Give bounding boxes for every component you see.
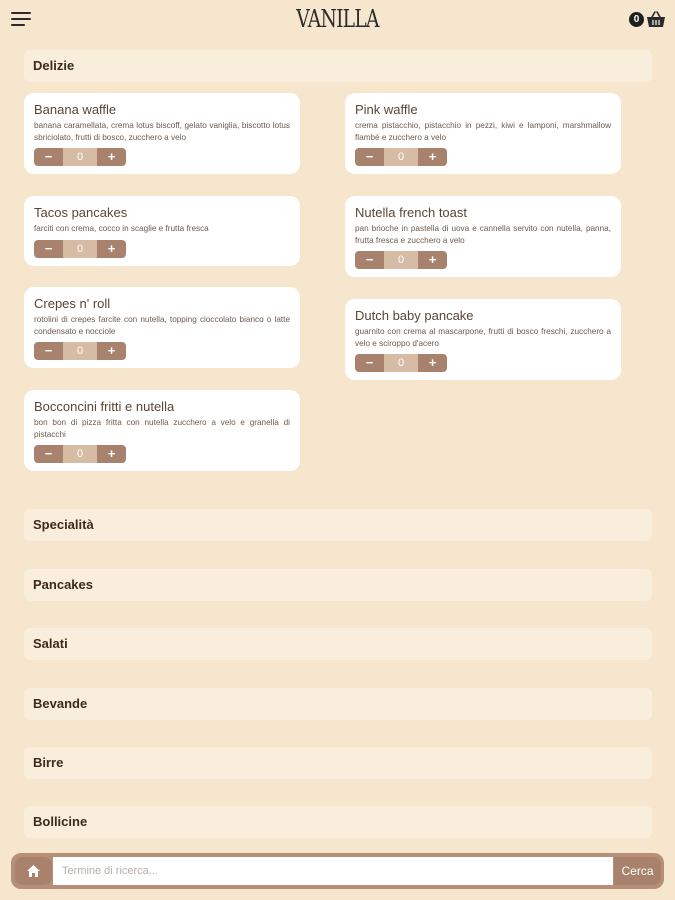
cart-count-badge: 0 (629, 12, 644, 27)
menu-item-card[interactable] (345, 93, 621, 174)
search-input[interactable] (53, 857, 613, 885)
quantity-value: 0 (63, 342, 97, 360)
menu-item-card[interactable] (24, 390, 300, 471)
quantity-value: 0 (384, 354, 418, 372)
section-pancakes[interactable]: Pancakes (24, 569, 652, 601)
quantity-stepper (34, 240, 126, 258)
quantity-value: 0 (384, 148, 418, 166)
decrement-button[interactable]: − (34, 342, 63, 360)
increment-button[interactable]: + (418, 148, 447, 166)
item-name: Tacos pancakes (34, 205, 128, 220)
item-description: guarnito con crema al mascarpone, frutti di bosco freschi, zucchero a velo e sciroppo d'acero (355, 327, 611, 348)
quantity-value: 0 (63, 148, 97, 166)
section-bollicine[interactable]: Bollicine (24, 806, 652, 838)
quantity-stepper (355, 148, 447, 166)
decrement-button[interactable]: − (34, 148, 63, 166)
item-name: Dutch baby pancake (355, 308, 474, 323)
quantity-value: 0 (384, 251, 418, 269)
home-button[interactable] (15, 857, 52, 885)
quantity-value: 0 (63, 445, 97, 463)
quantity-value: 0 (63, 240, 97, 258)
quantity-stepper (355, 251, 447, 269)
increment-button[interactable]: + (97, 342, 126, 360)
decrement-button[interactable]: − (34, 445, 63, 463)
decrement-button[interactable]: − (355, 148, 384, 166)
increment-button[interactable]: + (97, 240, 126, 258)
basket-icon (646, 10, 666, 28)
section-bevande[interactable]: Bevande (24, 688, 652, 720)
item-name: Bocconcini fritti e nutella (34, 399, 175, 414)
item-name: Nutella french toast (355, 205, 468, 220)
item-description: bon bon di pizza fritta con nutella zucchero a velo e granella di pistacchi (34, 418, 290, 439)
increment-button[interactable]: + (418, 354, 447, 372)
menu-item-card[interactable] (24, 93, 300, 174)
item-description: farciti con crema, cocco in scaglie e frutta fresca (34, 224, 209, 233)
menu-icon[interactable] (11, 12, 31, 28)
section-specialita[interactable]: Specialità (24, 509, 652, 541)
menu-item-card[interactable] (24, 287, 300, 368)
cart-button[interactable] (629, 10, 667, 30)
item-name: Banana waffle (34, 102, 117, 117)
increment-button[interactable]: + (97, 445, 126, 463)
search-bar (11, 853, 664, 889)
quantity-stepper (34, 148, 126, 166)
increment-button[interactable]: + (97, 148, 126, 166)
item-name: Crepes n' roll (34, 296, 111, 311)
section-birre[interactable]: Birre (24, 747, 652, 779)
item-description: crema pistacchio, pistacchio in pezzi, kiwi e lamponi, marshmallow flambé e zucchero a velo (355, 121, 611, 142)
decrement-button[interactable]: − (34, 240, 63, 258)
top-bar (0, 0, 675, 42)
decrement-button[interactable]: − (355, 354, 384, 372)
section-salati[interactable]: Salati (24, 628, 652, 660)
quantity-stepper (355, 354, 447, 372)
increment-button[interactable]: + (418, 251, 447, 269)
section-delizie[interactable]: Delizie (24, 50, 652, 82)
item-description: rotolini di crepes farcite con nutella, topping cioccolato bianco o latte condensato e nocciole (34, 315, 290, 336)
item-description: pan brioche in pastella di uova e cannella servito con nutella, panna, frutta fresca e zucchero a velo (355, 224, 611, 245)
home-icon (26, 864, 41, 878)
quantity-stepper (34, 445, 126, 463)
quantity-stepper (34, 342, 126, 360)
item-name: Pink waffle (355, 102, 418, 117)
item-description: banana caramellata, crema lotus biscoff, gelato vaniglia, biscotto lotus sbriciolato, frutti di bosco, zucchero a velo (34, 121, 290, 142)
brand-logo[interactable]: VANILLA (296, 5, 379, 33)
menu-item-card[interactable] (24, 196, 300, 266)
search-button[interactable]: Cerca (614, 857, 661, 885)
menu-item-card[interactable] (345, 299, 621, 380)
decrement-button[interactable]: − (355, 251, 384, 269)
menu-item-card[interactable] (345, 196, 621, 277)
